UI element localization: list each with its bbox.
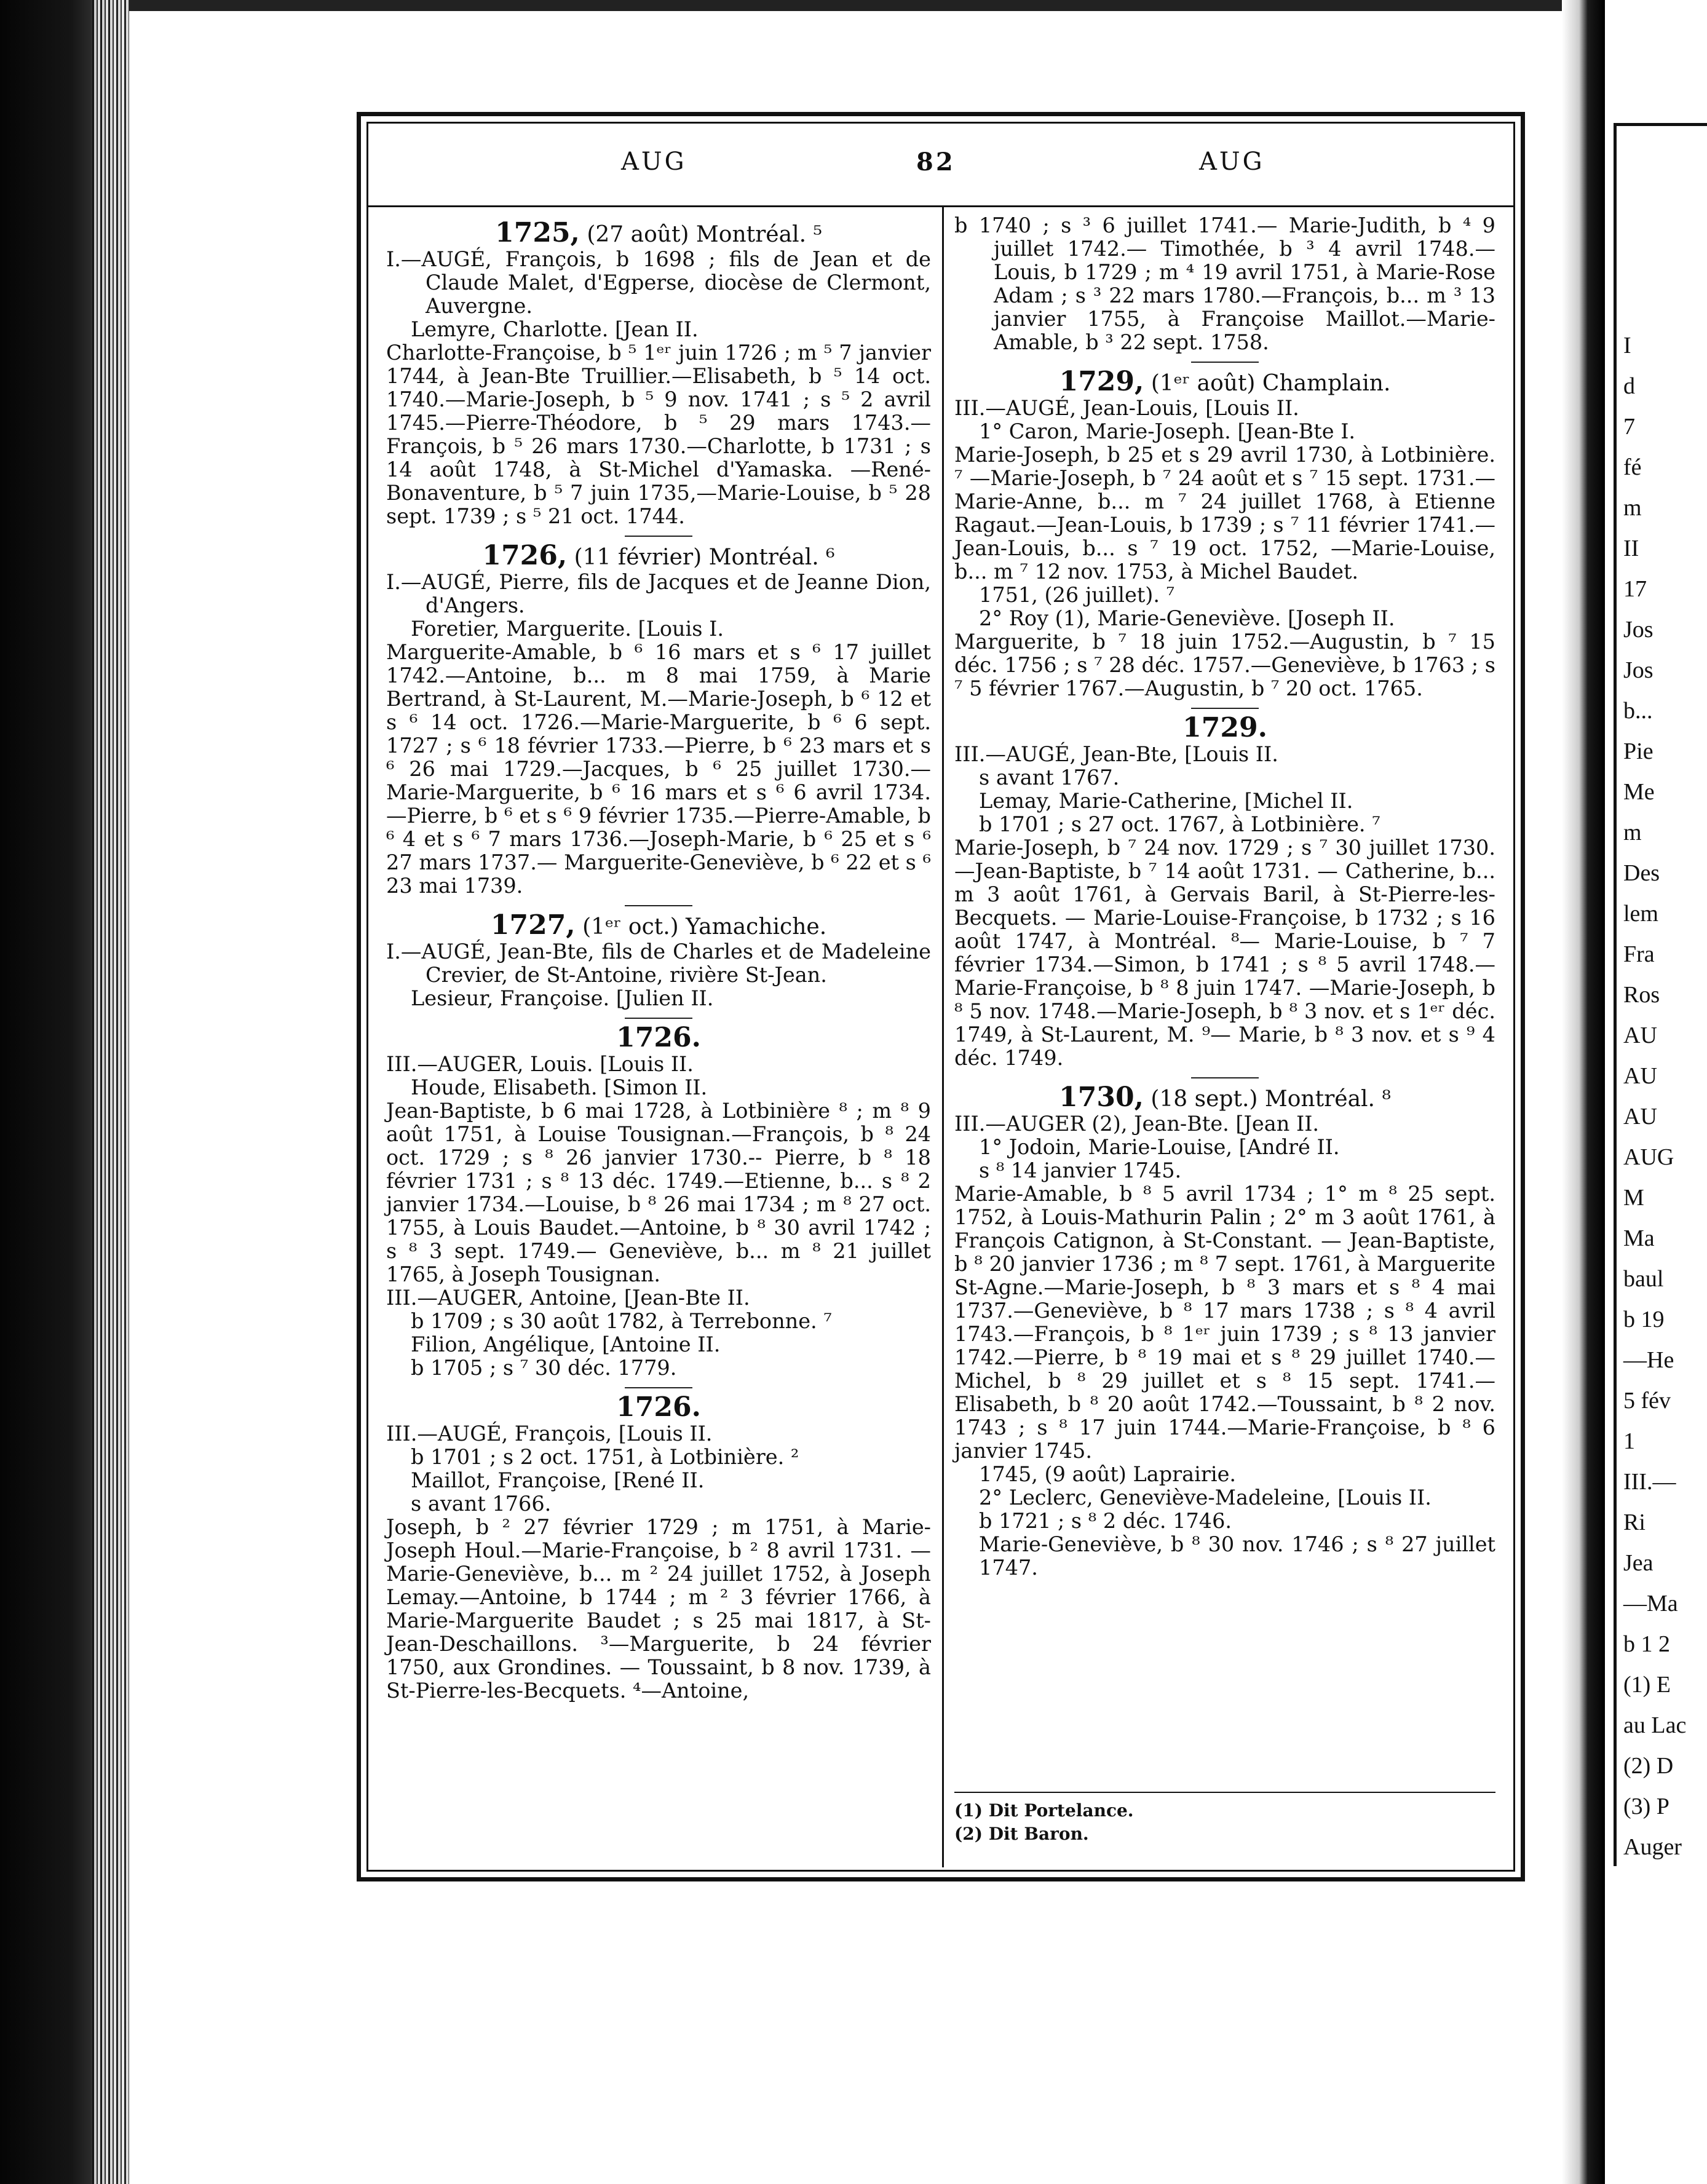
footnotes-block <box>954 1792 1495 1846</box>
adjacent-page-fragment: b 19 <box>1623 1307 1665 1332</box>
marriage-year-heading <box>954 1082 1495 1113</box>
genealogy-line: 1751, (26 juillet). ⁷ <box>979 583 1175 607</box>
genealogy-line: Marie-Geneviève, b ⁸ 30 nov. 1746 ; s ⁸ 27 juillet 1747. <box>979 1532 1495 1580</box>
marriage-year-heading <box>386 217 931 248</box>
genealogy-line: s avant 1766. <box>411 1492 552 1516</box>
marriage-year-heading <box>386 540 931 571</box>
adjacent-page-fragment: Ri <box>1623 1509 1646 1535</box>
genealogy-line: III.—AUGÉ, François, [Louis II. <box>386 1422 713 1446</box>
genealogy-line: III.—AUGÉ, Jean-Louis, [Louis II. <box>954 396 1299 420</box>
adjacent-page-fragment: 1 <box>1623 1428 1635 1454</box>
genealogy-line: I.—AUGÉ, Pierre, fils de Jacques et de Jeanne Dion, d'Angers. <box>386 570 931 617</box>
genealogy-line: Lemay, Marie-Catherine, [Michel II. <box>979 789 1353 813</box>
genealogy-line: Joseph, b ² 27 février 1729 ; m 1751, à Marie-Joseph Houl.—Marie-Françoise, b ² 8 avril 1731. — Marie-Geneviève, b... m ² 24 juillet 1752, à Joseph Lemay.—Antoine, b 1744 ; m ² 3 février 1766, à Marie-Marguerite Baudet ; s 25 mai 1817, à St-Jean-Deschaillons. ³—Marguerite, b 24 février 1750, aux Grondines. — Toussaint, b 8 nov. 1739, à St-Pierre-les-Becquets. ⁴—Antoine, <box>386 1515 931 1703</box>
section-rule <box>625 536 692 537</box>
year: 1729. <box>1182 712 1267 743</box>
adjacent-page-fragment: Fra <box>1623 941 1655 967</box>
genealogy-line: b 1740 ; s ³ 6 juillet 1741.— Marie-Judith, b ⁴ 9 juillet 1742.— Timothée, b ³ 4 avril 1748.—Louis, b 1729 ; m ⁴ 19 avril 1751, à Marie-Rose Adam ; s ³ 22 mars 1780.—François, b... m ³ 13 janvier 1755, à Françoise Maillot.—Marie-Amable, b ³ 22 sept. 1758. <box>954 213 1495 354</box>
genealogy-line: III.—AUGER, Louis. [Louis II. <box>386 1052 694 1076</box>
genealogy-line: Filion, Angélique, [Antoine II. <box>411 1332 721 1356</box>
adjacent-page-fragment: fé <box>1623 454 1642 480</box>
adjacent-page-fragment: AU <box>1623 1023 1657 1048</box>
genealogy-line: Houde, Elisabeth. [Simon II. <box>411 1075 708 1099</box>
adjacent-page-fragment: Ros <box>1623 982 1660 1008</box>
adjacent-page-fragment: b... <box>1623 698 1653 724</box>
year: 1727, <box>490 909 576 941</box>
adjacent-page-fragment: lem <box>1623 901 1658 927</box>
year: 1729, <box>1059 366 1144 397</box>
adjacent-page-fragment: —Ma <box>1623 1591 1678 1616</box>
section-rule <box>625 1387 692 1388</box>
adjacent-page-fragment: Jos <box>1623 617 1654 643</box>
genealogy-line: Maillot, Françoise, [René II. <box>411 1468 705 1492</box>
adjacent-page-fragment: Ma <box>1623 1225 1655 1251</box>
marriage-year-heading <box>954 366 1495 397</box>
page-edges-stack <box>92 0 129 2184</box>
page-number: 82 <box>916 148 956 176</box>
section-rule <box>1191 362 1259 363</box>
date-place: (1ᵉʳ oct.) Yamachiche. <box>582 914 827 940</box>
genealogy-line: b 1705 ; s ⁷ 30 déc. 1779. <box>411 1356 677 1380</box>
scan-left-edge <box>0 0 129 2184</box>
column-divider <box>942 207 944 1867</box>
scan-gutter <box>1562 0 1605 2184</box>
genealogy-line: b 1709 ; s 30 août 1782, à Terrebonne. ⁷ <box>411 1309 832 1333</box>
marriage-year-heading <box>386 1022 931 1053</box>
genealogy-line: b 1701 ; s 2 oct. 1751, à Lotbinière. ² <box>411 1445 799 1469</box>
marriage-year-heading <box>954 712 1495 743</box>
genealogy-line: s avant 1767. <box>979 766 1120 789</box>
adjacent-page-fragment: au Lac <box>1623 1712 1687 1738</box>
genealogy-line: Marguerite, b ⁷ 18 juin 1752.—Augustin, b ⁷ 15 déc. 1756 ; s ⁷ 28 déc. 1757.—Geneviève, b 1763 ; s ⁷ 5 février 1767.—Augustin, b ⁷ 20 oct. 1765. <box>954 630 1495 700</box>
year: 1725, <box>495 217 580 248</box>
genealogy-line: Lesieur, Françoise. [Julien II. <box>411 986 714 1010</box>
running-head-left: AUG <box>621 148 687 176</box>
adjacent-page-fragment: 17 <box>1623 576 1647 602</box>
adjacent-page-fragment: Pie <box>1623 738 1654 764</box>
adjacent-page-fragment: (2) D <box>1623 1753 1674 1779</box>
genealogy-line: Jean-Baptiste, b 6 mai 1728, à Lotbinière ⁸ ; m ⁸ 9 août 1751, à Louise Tousignan.—François, b ⁸ 24 oct. 1729 ; s ⁸ 26 janvier 1730.-- Pierre, b ⁸ 18 février 1731 ; s ⁸ 13 déc. 1749.—Etienne, b... s ⁸ 2 janvier 1734.—Louise, b ⁸ 26 mai 1734 ; m ⁸ 27 oct. 1755, à Louis Baudet.—Antoine, b ⁸ 30 avril 1742 ; s ⁸ 3 sept. 1749.— Geneviève, b... m ⁸ 21 juillet 1765, à Joseph Tousignan. <box>386 1099 931 1286</box>
date-place: (11 février) Montréal. ⁶ <box>574 545 835 570</box>
genealogy-line: III.—AUGER (2), Jean-Bte. [Jean II. <box>954 1112 1320 1136</box>
adjacent-page-fragment: baul <box>1623 1266 1664 1292</box>
section-rule <box>1191 708 1259 709</box>
section-rule <box>625 1018 692 1019</box>
genealogy-line: 2° Leclerc, Geneviève-Madeleine, [Louis II. <box>979 1486 1432 1509</box>
genealogy-line: Marie-Joseph, b ⁷ 24 nov. 1729 ; s ⁷ 30 juillet 1730.—Jean-Baptiste, b ⁷ 14 août 1731. — Catherine, b... m 3 août 1761, à Gervais Baril, à St-Pierre-les-Becquets. — Marie-Louise-Françoise, b 1732 ; s 16 août 1747, à Montréal. ⁸— Marie-Louise, b ⁷ 7 février 1734.—Simon, b 1741 ; s ⁸ 5 avril 1748.—Marie-Françoise, b ⁸ 8 juin 1747. —Marie-Joseph, b ⁸ 5 nov. 1748.—Marie-Joseph, b ⁸ 3 nov. et s 1ᵉʳ déc. 1749, à St-Laurent, M. ⁹— Marie, b ⁸ 3 nov. et s ⁹ 4 déc. 1749. <box>954 836 1495 1070</box>
date-place: (27 août) Montréal. ⁵ <box>587 222 822 247</box>
genealogy-line: 1745, (9 août) Laprairie. <box>979 1462 1237 1486</box>
adjacent-page-fragment: (1) E <box>1623 1672 1671 1698</box>
adjacent-page-fragment: Jos <box>1623 657 1654 683</box>
marriage-year-heading <box>386 1391 931 1423</box>
genealogy-line: Foretier, Marguerite. [Louis I. <box>411 617 724 641</box>
genealogy-line: b 1721 ; s ⁸ 2 déc. 1746. <box>979 1509 1232 1533</box>
year: 1730, <box>1059 1082 1144 1113</box>
adjacent-page-fragment: 5 fév <box>1623 1388 1671 1414</box>
right-column <box>954 214 1495 1580</box>
adjacent-page-fragment: —He <box>1623 1347 1674 1373</box>
genealogy-line: I.—AUGÉ, François, b 1698 ; fils de Jean et de Claude Malet, d'Egperse, diocèse de Clermont, Auvergne. <box>386 247 931 318</box>
running-head-right: AUG <box>1199 148 1265 176</box>
left-column <box>386 214 931 1703</box>
genealogy-line: Marie-Amable, b ⁸ 5 avril 1734 ; 1° m ⁸ 25 sept. 1752, à Louis-Mathurin Palin ; 2° m 3 août 1761, à François Catignon, à St-Constant. — Jean-Baptiste, b ⁸ 20 janvier 1736 ; m ⁸ 7 sept. 1761, à Marguerite St-Agne.—Marie-Joseph, b ⁸ 3 mars et s ⁸ 4 mai 1737.—Geneviève, b ⁸ 17 mars 1738 ; s ⁸ 4 avril 1743.—François, b ⁸ 1ᵉʳ juin 1739 ; s ⁸ 13 janvier 1742.—Pierre, b ⁸ 19 mai et s ⁸ 29 juillet 1740.—Michel, b ⁸ 29 juillet et s ⁸ 15 sept. 1741.—Elisabeth, b ⁸ 20 août 1742.—Toussaint, b ⁸ 2 nov. 1743 ; s ⁸ 17 juin 1744.—Marie-Françoise, b ⁸ 6 janvier 1745. <box>954 1182 1495 1463</box>
adjacent-page-fragment: I <box>1623 333 1631 358</box>
genealogy-line: 1° Jodoin, Marie-Louise, [André II. <box>979 1135 1340 1159</box>
adjacent-page-fragment: m <box>1623 820 1642 845</box>
year: 1726, <box>482 540 568 571</box>
adjacent-page-fragment: AU <box>1623 1104 1657 1130</box>
adjacent-page-fragment: b 1 2 <box>1623 1631 1670 1657</box>
footnotes <box>954 1783 1495 1846</box>
adjacent-page-fragment: II <box>1623 536 1639 561</box>
genealogy-line: 2° Roy (1), Marie-Geneviève. [Joseph II. <box>979 606 1395 630</box>
section-rule <box>1191 1077 1259 1078</box>
adjacent-page-fragment: Des <box>1623 860 1660 886</box>
date-place: (1ᵉʳ août) Champlain. <box>1151 371 1391 396</box>
genealogy-line: Marie-Joseph, b 25 et s 29 avril 1730, à Lotbinière. ⁷ —Marie-Joseph, b ⁷ 24 août et s ⁷ 15 sept. 1731.—Marie-Anne, b... m ⁷ 24 juillet 1768, à Etienne Ragaut.—Jean-Louis, b 1739 ; s ⁷ 11 février 1741.—Jean-Louis, b... s ⁷ 19 oct. 1752, —Marie-Louise, b... m ⁷ 12 nov. 1753, à Michel Baudet. <box>954 443 1495 584</box>
adjacent-page-fragment: (3) P <box>1623 1794 1669 1819</box>
year: 1726. <box>616 1022 701 1053</box>
genealogy-line: I.—AUGÉ, Jean-Bte, fils de Charles et de Madeleine Crevier, de St-Antoine, rivière St-Jean. <box>386 940 931 987</box>
footnote: (1) Dit Portelance. <box>954 1800 1134 1821</box>
adjacent-page-fragment: Me <box>1623 779 1655 805</box>
genealogy-line: b 1701 ; s 27 oct. 1767, à Lotbinière. ⁷ <box>979 812 1380 836</box>
genealogy-line: s ⁸ 14 janvier 1745. <box>979 1158 1182 1182</box>
section-rule <box>625 905 692 906</box>
adjacent-page-fragment: AUG <box>1623 1144 1674 1170</box>
scan-top-edge <box>129 0 1580 11</box>
adjacent-page-fragment: III.— <box>1623 1469 1676 1495</box>
genealogy-line: III.—AUGER, Antoine, [Jean-Bte II. <box>386 1286 750 1310</box>
header-rule <box>366 205 1515 207</box>
year: 1726. <box>616 1391 701 1423</box>
genealogy-line: Marguerite-Amable, b ⁶ 16 mars et s ⁶ 17 juillet 1742.—Antoine, b... m 8 mai 1759, à Marie Bertrand, à St-Laurent, M.—Marie-Joseph, b ⁶ 12 et s ⁶ 14 oct. 1726.—Marie-Marguerite, b ⁶ 6 sept. 1727 ; s ⁶ 18 février 1733.—Pierre, b ⁶ 23 mars et s ⁶ 26 mai 1729.—Jacques, b ⁶ 25 juillet 1730.— Marie-Marguerite, b ⁶ 16 mars et s ⁶ 6 avril 1734. —Pierre, b ⁶ et s ⁶ 9 février 1735.—Pierre-Amable, b ⁶ 4 et s ⁶ 7 mars 1736.—Joseph-Marie, b ⁶ 25 et s ⁶ 27 mars 1737.— Marguerite-Geneviève, b ⁶ 22 et s ⁶ 23 mai 1739. <box>386 640 931 898</box>
adjacent-page-fragment: d <box>1623 373 1635 399</box>
adjacent-page-fragment: Jea <box>1623 1550 1654 1576</box>
adjacent-page-fragment: m <box>1623 495 1642 521</box>
adjacent-page-fragment: AU <box>1623 1063 1657 1089</box>
genealogy-line: 1° Caron, Marie-Joseph. [Jean-Bte I. <box>979 419 1356 443</box>
footnote: (2) Dit Baron. <box>954 1824 1089 1844</box>
adjacent-page-fragment: M <box>1623 1185 1644 1211</box>
genealogy-line: Lemyre, Charlotte. [Jean II. <box>411 317 699 341</box>
date-place: (18 sept.) Montréal. ⁸ <box>1151 1086 1391 1112</box>
genealogy-line: Charlotte-Françoise, b ⁵ 1ᵉʳ juin 1726 ; m ⁵ 7 janvier 1744, à Jean-Bte Truillier.—Elisabeth, b ⁵ 14 oct. 1740.—Marie-Joseph, b ⁵ 9 nov. 1741 ; s ⁵ 2 avril 1745.—Pierre-Théodore, b ⁵ 29 mars 1743.—François, b ⁵ 26 mars 1730.—Charlotte, b 1731 ; s 14 août 1748, à St-Michel d'Yamaska. —René-Bonaventure, b ⁵ 7 juin 1735,—Marie-Louise, b ⁵ 28 sept. 1739 ; s ⁵ 21 oct. 1744. <box>386 341 931 528</box>
adjacent-page <box>1605 0 1707 2184</box>
adjacent-page-fragment: 7 <box>1623 414 1635 440</box>
adjacent-page-fragment: Auger <box>1623 1834 1682 1860</box>
marriage-year-heading <box>386 909 931 941</box>
genealogy-line: III.—AUGÉ, Jean-Bte, [Louis II. <box>954 742 1278 766</box>
